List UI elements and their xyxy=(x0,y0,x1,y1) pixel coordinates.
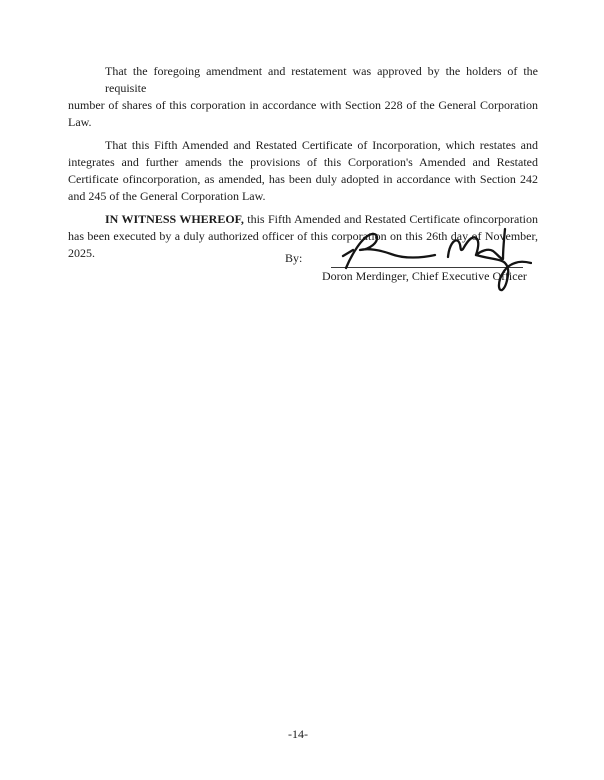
text-line: Law. xyxy=(68,115,92,129)
text-line: 2025. xyxy=(68,246,95,260)
signature-image xyxy=(336,226,532,292)
signer-name: Doron Merdinger, Chief Executive Officer xyxy=(322,269,527,283)
paragraph-adoption xyxy=(68,137,538,205)
witness-lead-bold: IN WITNESS WHEREOF, xyxy=(105,212,244,226)
text-line: That the foregoing amendment and restatement was approved by the holders of the requisite xyxy=(105,64,538,95)
witness-line1-rest: this Fifth Amended and Restated Certificate ofincorporation xyxy=(247,212,538,226)
by-label: By: xyxy=(285,251,303,265)
text-line: has been executed by a duly authorized officer of this corporation on this 26th day of November, xyxy=(68,229,538,243)
text-line: That this Fifth Amended and Restated Certificate of Incorporation, which restates and xyxy=(105,138,538,152)
text-line: and 245 of the General Corporation Law. xyxy=(68,189,266,203)
paragraph-approval xyxy=(68,63,538,131)
page-number: -14- xyxy=(288,727,308,741)
text-line: integrates and further amends the provisions of this Corporation's Amended and Restated xyxy=(68,155,538,169)
text-line: number of shares of this corporation in accordance with Section 228 of the General Corporation xyxy=(68,98,538,112)
text-line: Certificate ofincorporation, as amended, has been duly adopted in accordance with Section 242 xyxy=(68,172,538,186)
